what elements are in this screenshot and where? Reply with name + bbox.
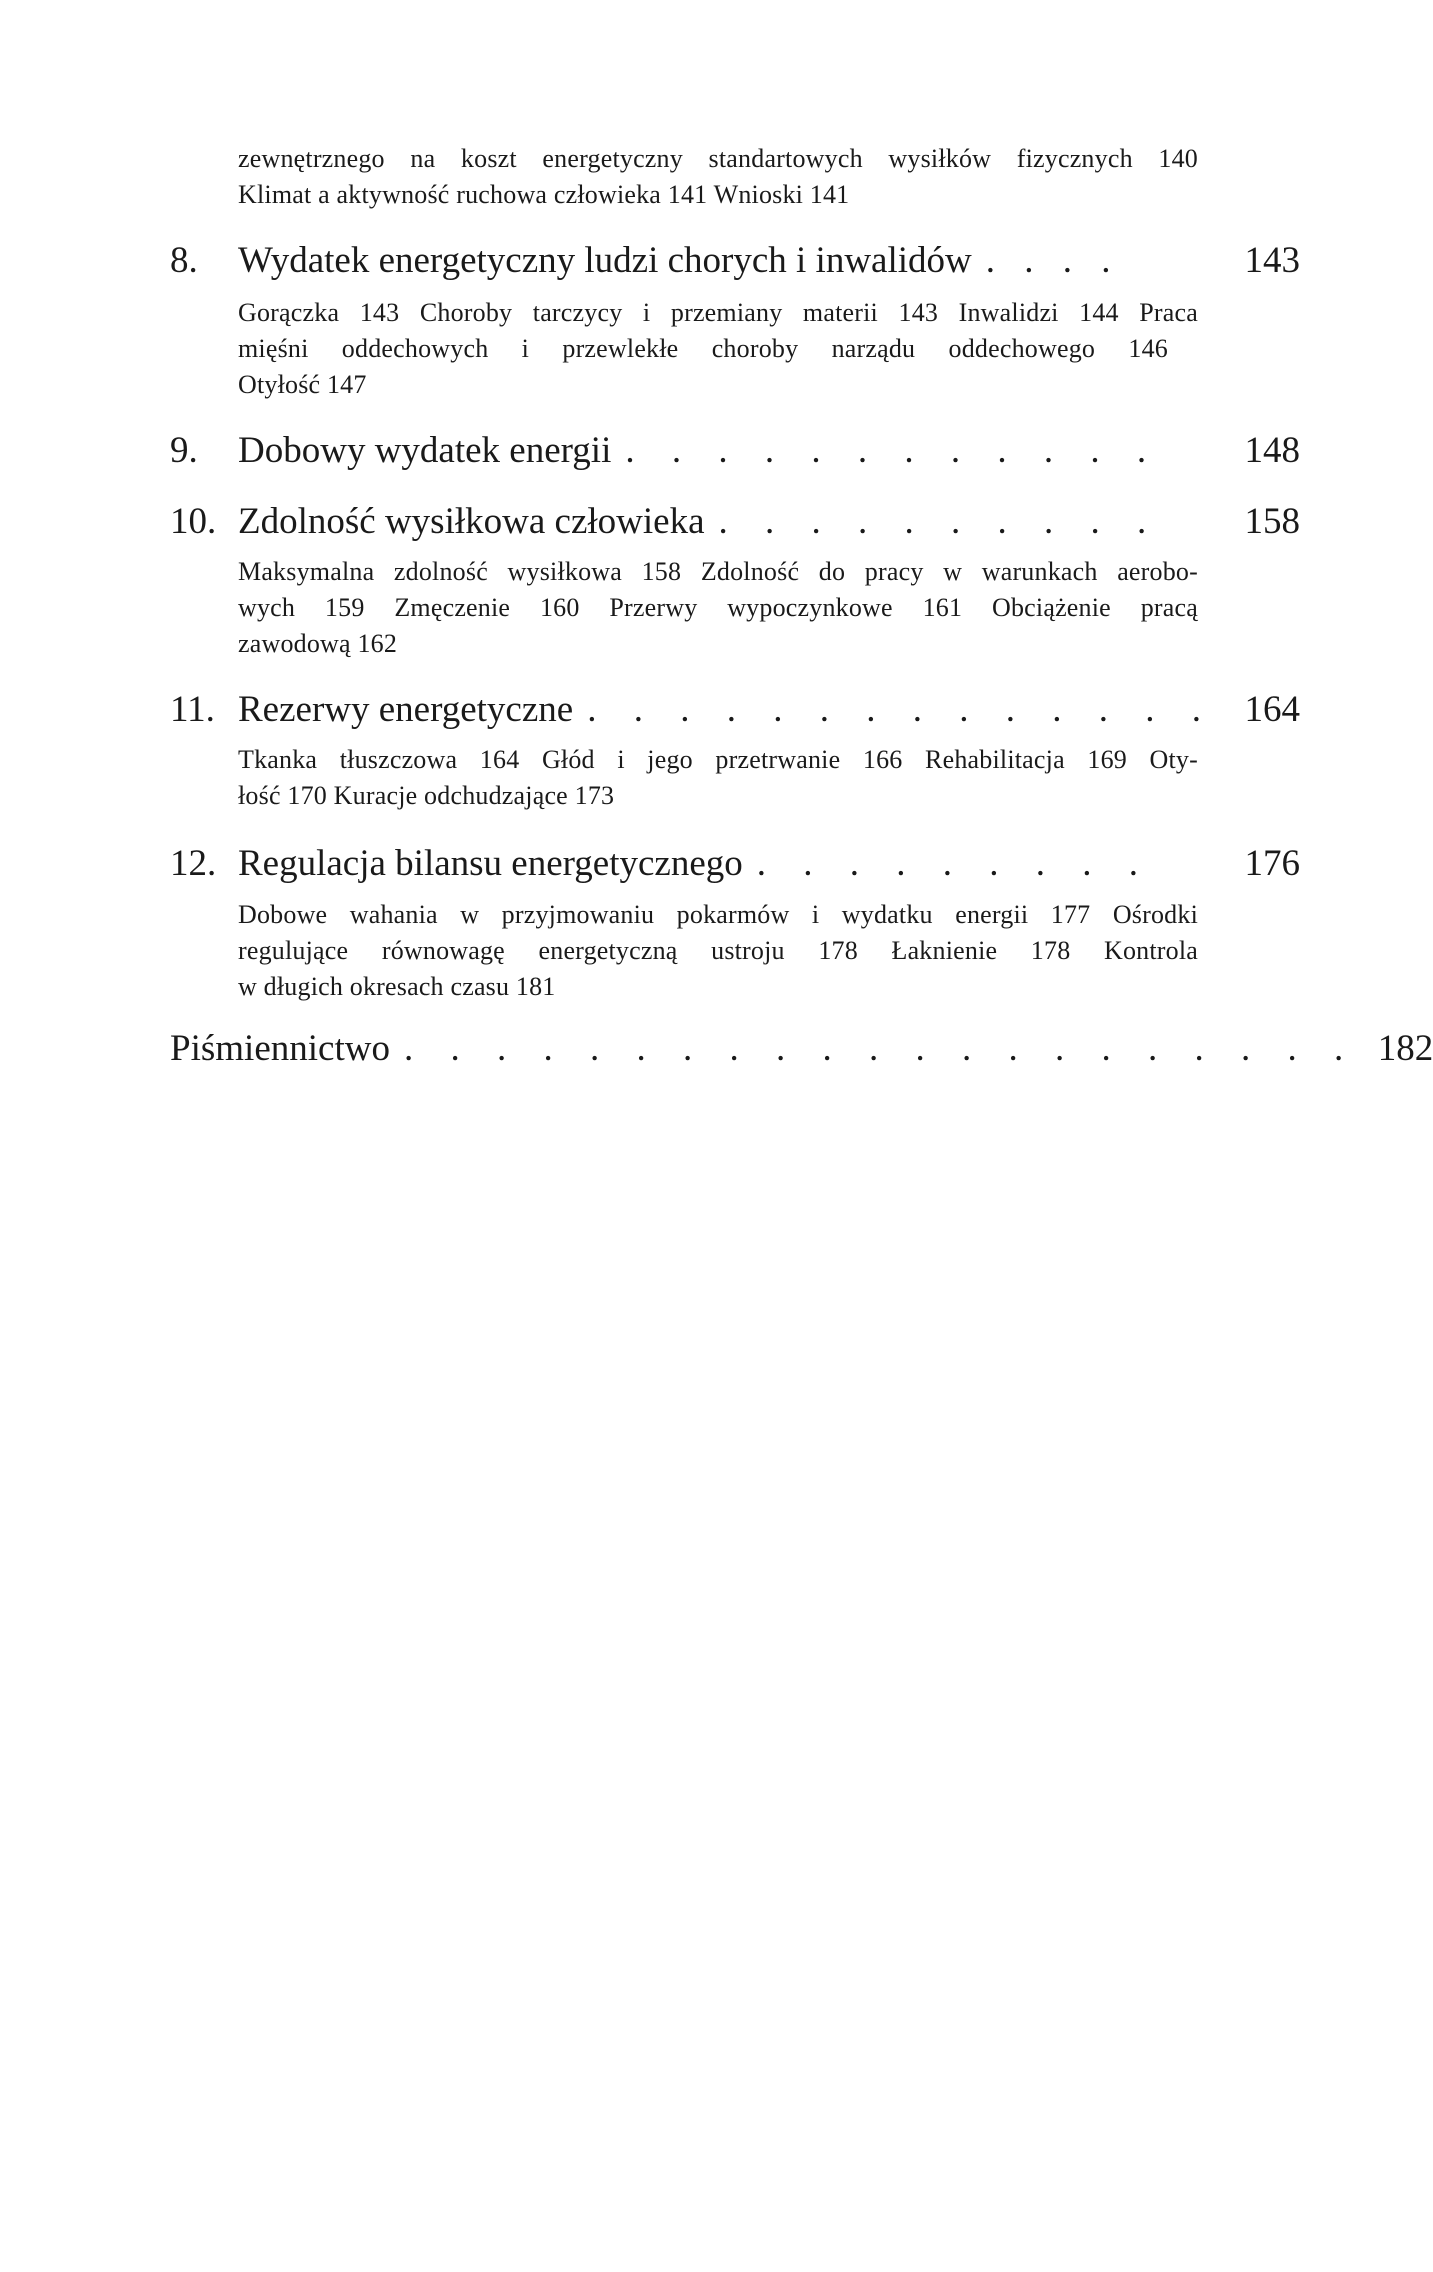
chapter-number: 11.: [170, 689, 215, 730]
toc-entry-8: [170, 237, 1300, 285]
page-number: 143: [1244, 240, 1300, 281]
dot-leader: . . . .: [985, 240, 1121, 281]
dot-leader: . . . . . . . . . . . .: [625, 430, 1161, 471]
chapter-title: Regulacja bilansu energetycznego: [238, 843, 743, 884]
subentries-8: [238, 295, 1198, 403]
bibliography-title: Piśmiennictwo: [170, 1028, 390, 1069]
subentries-11: [238, 742, 1198, 814]
chapter-number: 12.: [170, 843, 217, 884]
toc-entry-11: [170, 686, 1300, 734]
page-number: 158: [1244, 501, 1300, 542]
subentry-line: Otyłość 147: [238, 370, 367, 399]
toc-entry-bibliography: [170, 1025, 1433, 1073]
subentry-line: Dobowe wahania w przyjmowaniu pokarmów i wydatku energii 177 Ośrodki: [238, 900, 1198, 929]
subentry-line: Maksymalna zdolność wysiłkowa 158 Zdolność do pracy w warunkach aerobo-: [238, 557, 1198, 586]
chapter-title: Rezerwy energetyczne: [238, 689, 574, 730]
toc-entry-10: [170, 498, 1300, 546]
chapter-number: 9.: [170, 430, 198, 471]
toc-entry-9: [170, 427, 1300, 475]
subentries-12: [238, 897, 1198, 1005]
page-number: 164: [1244, 689, 1300, 730]
subentry-line: Gorączka 143 Choroby tarczycy i przemiany materii 143 Inwalidzi 144 Praca: [238, 298, 1198, 327]
chapter-title: Dobowy wydatek energii: [238, 430, 612, 471]
subentry-line: Klimat a aktywność ruchowa człowieka 141 Wnioski 141: [238, 180, 850, 209]
chapter-number: 8.: [170, 240, 198, 281]
subentry-line: wych 159 Zmęczenie 160 Przerwy wypoczynkowe 161 Obciążenie pracą: [238, 593, 1198, 622]
subentry-line: regulujące równowagę energetyczną ustroju 178 Łaknienie 178 Kontrola: [238, 936, 1198, 965]
subentry-line: Tkanka tłuszczowa 164 Głód i jego przetrwanie 166 Rehabilitacja 169 Oty-: [238, 745, 1198, 774]
chapter-title: Zdolność wysiłkowa człowieka: [238, 501, 705, 542]
dot-leader: . . . . . . . . . . . . . .: [587, 689, 1215, 730]
subentry-line: w długich okresach czasu 181: [238, 972, 556, 1001]
chapter-number: 10.: [170, 501, 217, 542]
intro-subentries: [238, 141, 1198, 213]
page-number: 182: [1377, 1028, 1433, 1069]
toc-entry-12: [170, 840, 1300, 888]
subentries-10: [238, 554, 1198, 662]
dot-leader: . . . . . . . . . .: [718, 501, 1161, 542]
subentry-line: zawodową 162: [238, 629, 398, 658]
subentry-line: zewnętrznego na koszt energetyczny standartowych wysiłków fizycznych 140: [238, 144, 1198, 173]
chapter-title: Wydatek energetyczny ludzi chorych i inwalidów: [238, 240, 972, 281]
page-number: 176: [1244, 843, 1300, 884]
dot-leader: . . . . . . . . . . . . . . . . . . . . .: [403, 1028, 1358, 1069]
dot-leader: . . . . . . . . .: [756, 843, 1153, 884]
page-number: 148: [1244, 430, 1300, 471]
subentry-line: łość 170 Kuracje odchudzające 173: [238, 781, 615, 810]
subentry-line: mięśni oddechowych i przewlekłe choroby narządu oddechowego 146: [238, 334, 1168, 363]
